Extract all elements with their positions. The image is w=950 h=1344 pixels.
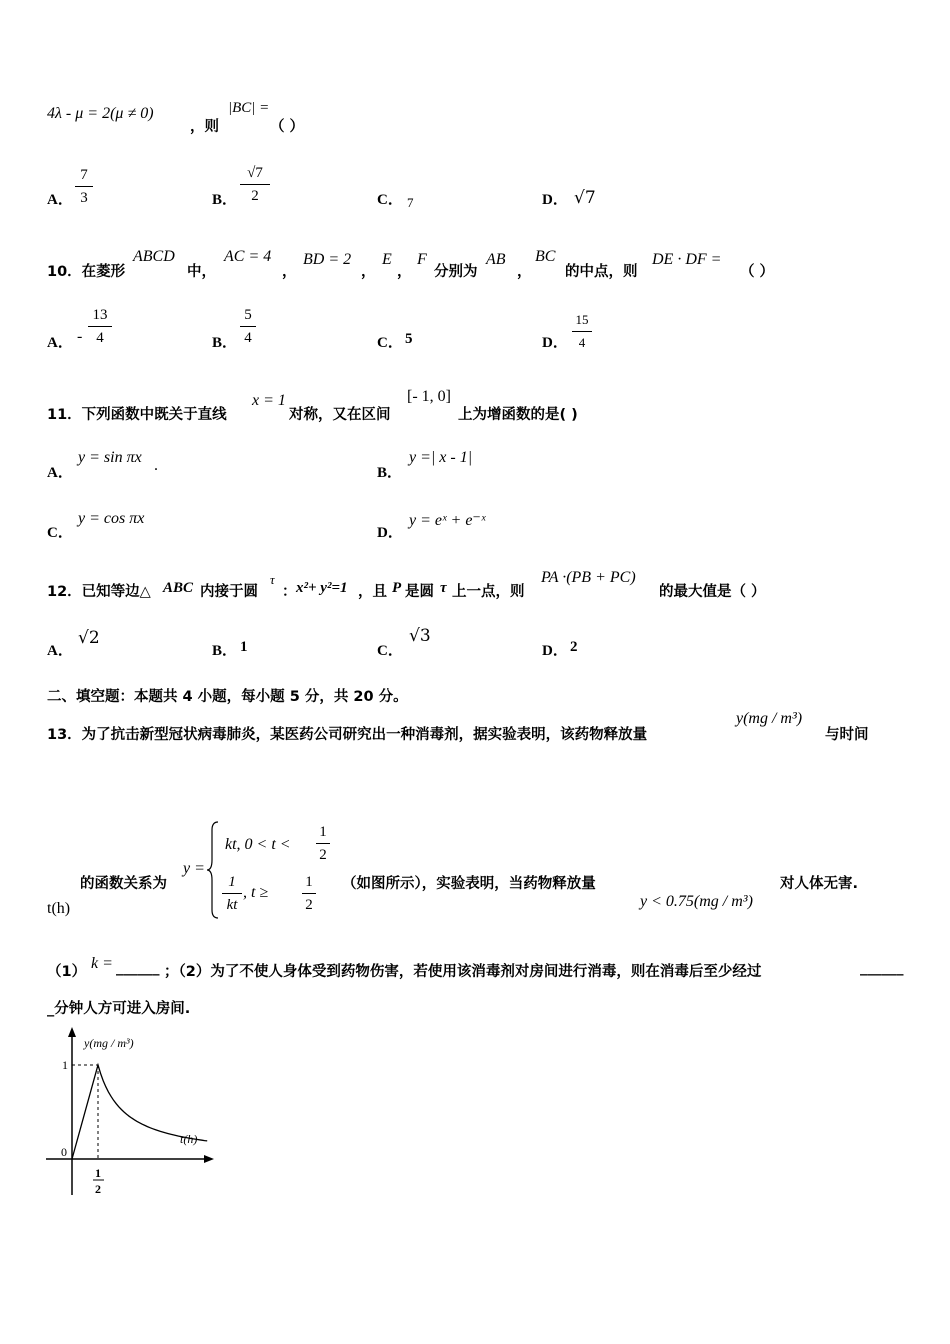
q12-option-a-label: A． [47,643,73,659]
q10-comma-1: ， [282,264,297,280]
q12-option-d-value: 2 [570,639,578,655]
q9-b-den: 2 [251,188,259,204]
section-title: 二、填空题：本题共 4 小题，每小题 5 分，共 20 分。 [47,689,408,705]
q12-option-d-label: D． [542,643,568,659]
q9-option-b-label: B． [212,192,238,208]
q10-comma-3: ， [397,264,412,280]
q10-option-c-value: 5 [405,331,413,347]
q12-p: P [392,580,402,596]
q10-b-den: 4 [244,330,252,346]
q11-option-d-label: D． [377,525,403,541]
q9-then: ，则 [190,119,219,135]
q9-paren: （ ） [270,119,305,135]
q12-tau: τ [270,572,275,587]
graph-x-tick-den: 2 [95,1182,101,1196]
q9-option-c-label: C． [377,192,403,208]
q10-bd: BD = 2 [303,251,352,268]
q10-option-d-fraction [572,311,592,352]
graph-origin: 0 [61,1145,67,1159]
q11-option-a-dot: . [154,457,158,474]
q10-option-a-label: A． [47,335,73,351]
q10-e: E [382,251,392,268]
q12-option-c-value: √3 [409,626,431,646]
q10-option-c-label: C． [377,335,403,351]
q11-text-2: 上为增函数的是( ) [458,407,578,423]
q13-case-2-condition: , t ≥ [243,884,269,901]
q13-case-2-cond-fraction [302,873,316,914]
q12-circle-eq: x²+ y²=1 [296,580,348,596]
q12-expression: PA ·(PB + PC) [541,569,636,586]
piecewise-brace [206,820,220,920]
q9-option-a-fraction [75,166,93,207]
q9-option-c-value: 7 [407,195,414,210]
q13-case-1-fraction [316,823,330,864]
q9-a-num: 7 [80,167,88,183]
q12-text-2: 内接于圆 [200,584,258,600]
q10-text-3: 的中点，则 [565,264,638,280]
q13-safe-condition: y < 0.75(mg / m³) [640,893,753,910]
q10-bc: BC [535,248,556,265]
q10-ab: AB [486,251,506,268]
q10-comma-2: ， [361,264,376,280]
q11-option-c-value: y = cos πx [78,510,145,527]
q11-option-a-label: A． [47,465,73,481]
q11-line: x = 1 [252,392,286,409]
q10-abcd: ABCD [133,248,175,265]
q13-time-label: t(h) [47,900,71,917]
q13-blank-2: ______ [860,960,904,976]
q13-case2-num: 1 [228,874,236,890]
q10-a-den: 4 [96,330,104,346]
q13-case2-den: kt [226,897,238,913]
q10-d-num: 15 [575,312,589,327]
q13-case-1: kt, 0 < t < [225,836,291,853]
q13-part-2-text: ；（2）为了不使人身体受到药物伤害，若使用该消毒剂对房间进行消毒，则在消毒后至少经过 [164,964,762,980]
q12-option-b-value: 1 [240,639,248,655]
q10-comma-4: ， [517,264,532,280]
q10-d-den: 4 [578,335,586,350]
q11-option-c-label: C． [47,525,73,541]
q13-case1-num: 1 [319,824,327,840]
q13-case2-cnum: 1 [305,874,313,890]
q11-text-1: 对称，又在区间 [289,407,391,423]
q12-option-c-label: C． [377,643,403,659]
q13-blank-1: ______ [116,960,160,976]
q9-abs-bc-text: |BC| = [228,100,270,116]
x-axis-arrow [204,1155,214,1163]
q11-option-a-value: y = sin πx [78,449,142,466]
q10-paren: （ ） [740,264,775,280]
q13-unit: y(mg / m³) [736,710,803,727]
q12-text-6: 上一点，则 [452,584,525,600]
q11-number: 11．下列函数中既关于直线 [47,407,227,423]
q9-option-a-label: A． [47,192,73,208]
q12-option-a-value: √2 [78,628,100,648]
q13-case1-den: 2 [319,847,327,863]
q10-f: F [417,251,427,268]
q13-text-4: （如图所示），实验表明，当药物释放量 [342,876,596,892]
graph-x-label: t(h) [180,1132,198,1146]
y-axis-arrow [68,1027,76,1037]
q13-text-5: 对人体无害. [780,876,859,892]
q12-text-4: ，且 [358,584,387,600]
q10-option-a-fraction [88,306,112,347]
q13-line-3: _分钟人方可进入房间. [47,1001,191,1017]
q13-part-1-label: （1） [47,964,87,980]
q12-text-7: 的最大值是（ ） [659,584,766,600]
drug-release-graph [40,1025,220,1205]
q13-k-eq: k = [91,955,113,972]
q10-a-num: 13 [92,307,108,323]
q9-option-b-fraction [240,164,270,205]
q9-a-den: 3 [80,190,88,206]
graph-y-label: y(mg / m³) [84,1036,134,1050]
q10-b-num: 5 [244,307,252,323]
q10-de-dot-df: DE · DF = [652,251,722,268]
q12-text-1: 12．已知等边△ [47,584,151,600]
q13-case-2-fraction [222,873,242,914]
graph-axes [46,1027,214,1195]
q11-option-b-label: B． [377,465,403,481]
q13-text-2: 与时间 [825,727,869,743]
q13-y-eq: y = [183,860,205,877]
q13-text-3: 的函数关系为 [80,876,167,892]
q10-option-b-fraction [240,306,256,347]
q9-option-d-value: √7 [574,188,596,208]
q10-option-a-sign: - [77,328,83,345]
q11-option-b-value: y =| x - 1| [409,449,473,466]
q13-text-1: 13．为了抗击新型冠状病毒肺炎，某医药公司研究出一种消毒剂，据实验表明，该药物释放量 [47,727,648,743]
q10-text-2: 分别为 [434,264,478,280]
q12-option-b-label: B． [212,643,238,659]
q12-text-5: 是圆 [405,584,434,600]
q10-option-b-label: B． [212,335,238,351]
q10-option-d-label: D． [542,335,568,351]
q10-text-1: 中， [187,264,216,280]
q11-interval: [- 1, 0] [407,388,451,405]
q10-number: 10．在菱形 [47,264,126,280]
q9-abs-bc [228,100,269,117]
q10-ac: AC = 4 [224,248,272,265]
q12-abc: ABC [163,580,194,596]
q9-b-num: √7 [247,165,263,181]
graph-y-tick-1: 1 [62,1058,68,1072]
q11-option-d-value: y = eˣ + e⁻ˣ [409,512,486,529]
q13-case2-cden: 2 [305,897,313,913]
q12-tau-2: τ [440,580,447,596]
q12-text-3: ： [282,584,297,600]
q9-option-d-label: D． [542,192,568,208]
graph-x-tick-num: 1 [95,1166,101,1180]
q9-condition: 4λ - μ = 2(μ ≠ 0) [47,105,154,122]
